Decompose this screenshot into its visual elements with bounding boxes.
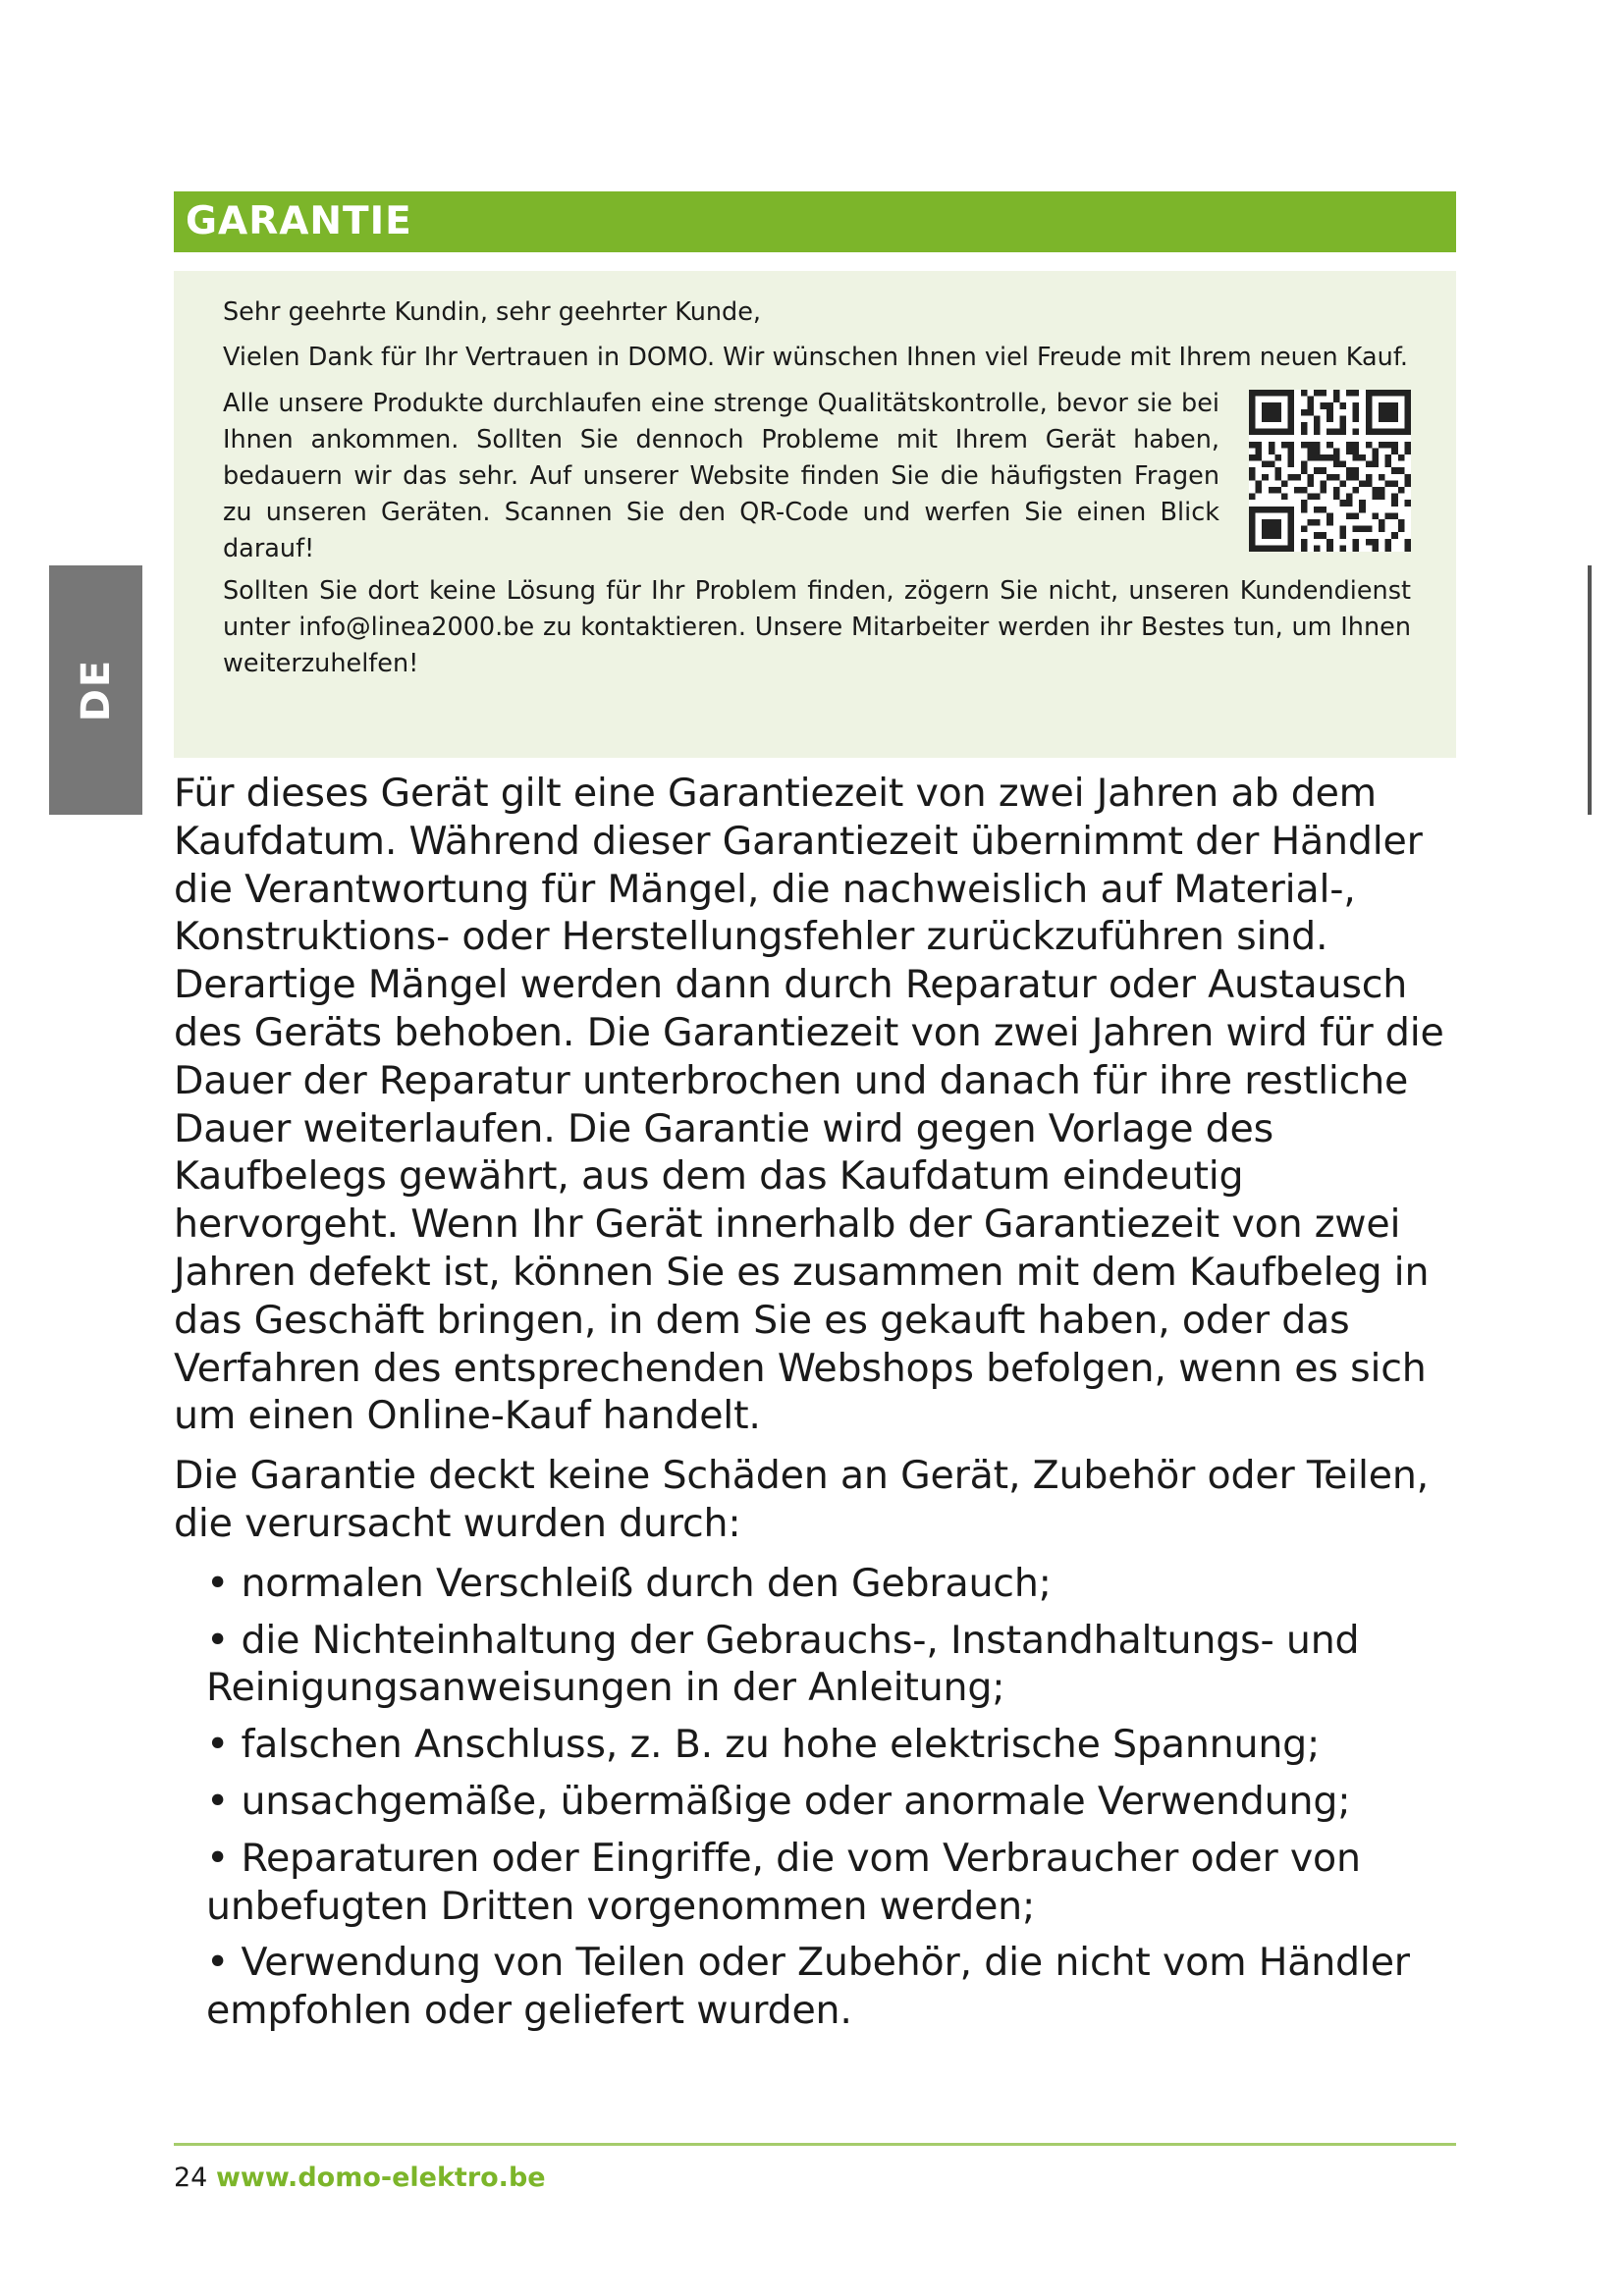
section-header-garantie bbox=[174, 191, 1456, 252]
thanks-text: Vielen Dank für Ihr Vertrauen in DOMO. Wir wünschen Ihnen viel Freude mit Ihrem neuen Kauf. bbox=[223, 343, 1409, 372]
exclusions-list bbox=[174, 1560, 1456, 2035]
footer-divider bbox=[174, 2143, 1456, 2146]
qr-code-icon[interactable] bbox=[1249, 390, 1411, 552]
list-item: • falschen Anschluss, z. B. zu hohe elektrische Spannung; bbox=[206, 1721, 1456, 1769]
page-edge-marker bbox=[1588, 565, 1592, 815]
greeting-text: Sehr geehrte Kundin, sehr geehrter Kunde, bbox=[223, 297, 762, 327]
page-footer bbox=[174, 2163, 546, 2193]
list-item: • normalen Verschleiß durch den Gebrauch; bbox=[206, 1560, 1456, 1608]
list-item: • Verwendung von Teilen oder Zubehör, die nicht vom Händler empfohlen oder geliefert wurden. bbox=[206, 1939, 1456, 2035]
quality-row bbox=[223, 386, 1411, 573]
quality-text: Alle unsere Produkte durchlaufen eine strenge Qualitätskontrolle, bevor sie bei Ihnen ankommen. Sollten Sie dennoch Probleme mit Ihrem Gerät haben, bedauern wir das sehr. Auf unserer Website finden Sie die häufigsten Fragen zu unseren Geräten. Scannen Sie den QR-Code und werfen Sie einen Blick darauf! bbox=[223, 389, 1219, 563]
warranty-paragraph-1: Für dieses Gerät gilt eine Garantiezeit von zwei Jahren ab dem Kaufdatum. Während dieser Garantiezeit übernimmt der Händler die Verantwortung für Mängel, die nachweislich auf Material-, Konstruktions- oder Herstellungsfehler zurückzuführen sind. Derartige Mängel werden dann durch Reparatur oder Austausch des Geräts behoben. Die Garantiezeit von zwei Jahren wird für die Dauer der Reparatur unterbrochen und danach für ihre restliche Dauer weiterlaufen. Die Garantie wird gegen Vorlage des Kaufbelegs gewährt, aus dem das Kaufdatum eindeutig hervorgeht. Wenn Ihr Gerät innerhalb der Garantiezeit von zwei Jahren defekt ist, können Sie es zusammen mit dem Kaufbeleg in das Geschäft bringen, in dem Sie es gekauft haben, oder das Verfahren des entsprechenden Webshops befolgen, wenn es sich um einen Online-Kauf handelt. bbox=[174, 771, 1444, 1439]
warranty-body bbox=[174, 770, 1456, 2044]
section-title: GARANTIE bbox=[186, 199, 412, 243]
list-item: • unsachgemäße, übermäßige oder anormale Verwendung; bbox=[206, 1778, 1456, 1826]
customer-info-box bbox=[174, 271, 1456, 758]
language-tab bbox=[49, 565, 142, 815]
page-number: 24 bbox=[174, 2163, 208, 2193]
warranty-paragraph-2: Die Garantie deckt keine Schäden an Gerät, Zubehör oder Teilen, die verursacht wurden durch: bbox=[174, 1453, 1430, 1546]
website-link[interactable]: www.domo-elektro.be bbox=[215, 2163, 546, 2193]
language-tab-label: DE bbox=[73, 658, 119, 722]
list-item: • die Nichteinhaltung der Gebrauchs-, Instandhaltungs- und Reinigungsanweisungen in der Anleitung; bbox=[206, 1617, 1456, 1713]
list-item: • Reparaturen oder Eingriffe, die vom Verbraucher oder von unbefugten Dritten vorgenommen werden; bbox=[206, 1835, 1456, 1931]
contact-text: Sollten Sie dort keine Lösung für Ihr Problem finden, zögern Sie nicht, unseren Kundendienst unter info@linea2000.be zu kontaktieren. Unsere Mitarbeiter werden ihr Bestes tun, um Ihnen weiterzuhelfen! bbox=[223, 576, 1411, 678]
